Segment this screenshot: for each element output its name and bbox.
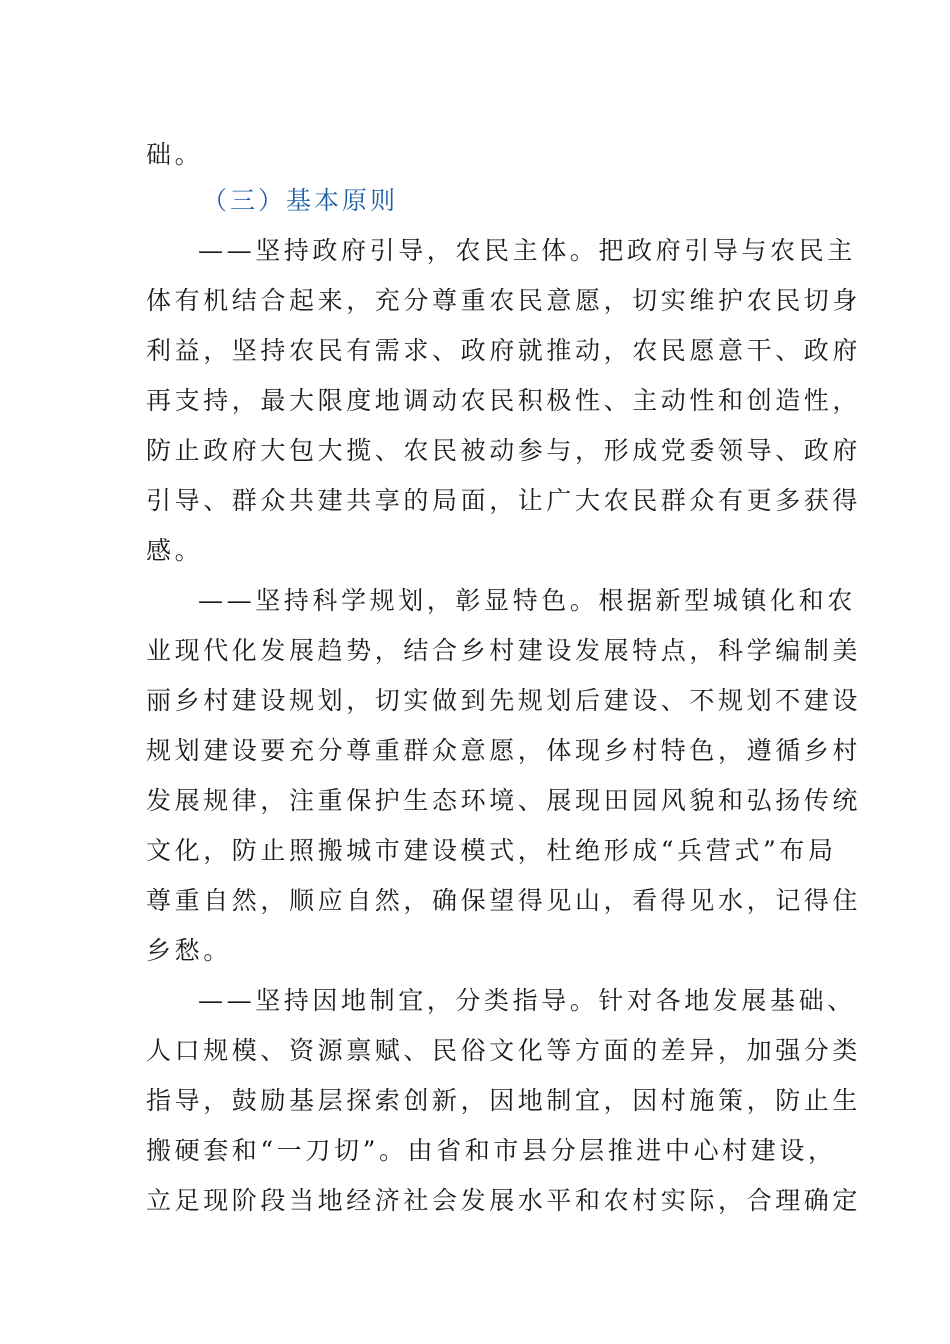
principle-2-line-3: 丽乡村建设规划，切实做到先规划后建设、不规划不建设 <box>146 686 862 715</box>
principle-1-line-6: 引导、群众共建共享的局面，让广大农民群众有更多获得 <box>146 486 862 515</box>
principle-1-line-7: 感。 <box>146 536 204 565</box>
principle-2-line-4: 规划建设要充分尊重群众意愿，体现乡村特色，遵循乡村 <box>146 736 862 765</box>
paragraph-continuation-line: 础。 <box>146 140 204 169</box>
principle-2-line-2: 业现代化发展趋势，结合乡村建设发展特点，科学编制美 <box>146 636 862 665</box>
principle-3-line-3: 指导，鼓励基层探索创新，因地制宜，因村施策，防止生 <box>146 1086 862 1115</box>
principle-1-line-3: 利益，坚持农民有需求、政府就推动，农民愿意干、政府 <box>146 336 862 365</box>
principle-2-line-8: 乡愁。 <box>146 936 232 965</box>
principle-2-line-1: ——坚持科学规划，彰显特色。根据新型城镇化和农 <box>198 586 856 615</box>
principle-3-line-2: 人口规模、资源禀赋、民俗文化等方面的差异，加强分类 <box>146 1036 862 1065</box>
principle-1-line-5: 防止政府大包大揽、农民被动参与，形成党委领导、政府 <box>146 436 862 465</box>
principle-3-line-1: ——坚持因地制宜，分类指导。针对各地发展基础、 <box>198 986 856 1015</box>
principle-2-line-5: 发展规律，注重保护生态环境、展现田园风貌和弘扬传统 <box>146 786 862 815</box>
principle-3-line-5: 立足现阶段当地经济社会发展水平和农村实际，合理确定 <box>146 1186 862 1215</box>
principle-2-line-6: 文化，防止照搬城市建设模式，杜绝形成“兵营式”布局 <box>146 836 837 865</box>
principle-2-line-7: 尊重自然，顺应自然，确保望得见山，看得见水，记得住 <box>146 886 862 915</box>
principle-1-line-1: ——坚持政府引导，农民主体。把政府引导与农民主 <box>198 236 856 265</box>
section-heading: （三）基本原则 <box>202 186 399 215</box>
principle-1-line-4: 再支持，最大限度地调动农民积极性、主动性和创造性， <box>146 386 862 415</box>
principle-1-line-2: 体有机结合起来，充分尊重农民意愿，切实维护农民切身 <box>146 286 862 315</box>
principle-3-line-4: 搬硬套和“一刀切”。由省和市县分层推进中心村建设， <box>146 1136 837 1165</box>
